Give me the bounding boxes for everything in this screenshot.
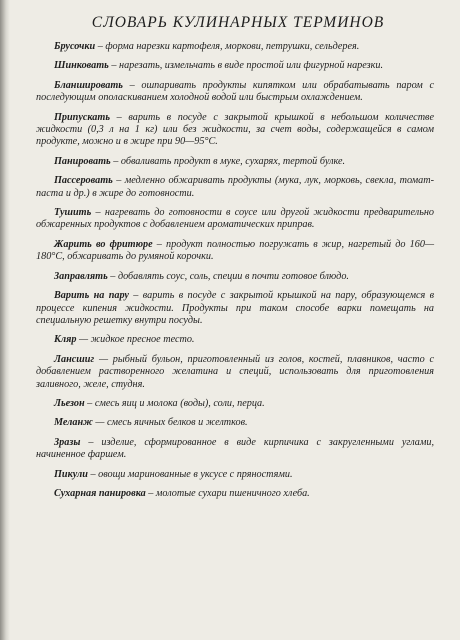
glossary-entry [36, 60, 434, 72]
glossary-entry [36, 41, 434, 53]
glossary-term: Варить на пару [54, 290, 129, 302]
glossary-definition: – нагревать до готовности в соусе или другой жидкости предварительно обжаренных продуктов с добавлением ароматических приправ. [36, 207, 434, 231]
glossary-definition: — смесь яичных белков и желтков. [95, 417, 248, 429]
glossary-entry [36, 354, 434, 391]
glossary-definition: — рыбный бульон, приготовленный из голов, костей, плавников, часто с добавлением растворенного желатина и специй, использовать для приготовления заливного, желе, студня. [36, 353, 434, 390]
glossary-term: Бланшировать [54, 79, 123, 91]
glossary-entry [36, 417, 434, 429]
glossary-term: Брусочки [54, 41, 96, 52]
glossary-definition: — жидкое пресное тесто. [79, 334, 195, 346]
glossary-definition: – нарезать, измельчать в виде простой или фигурной нарезки. [111, 60, 384, 72]
glossary-list [36, 41, 434, 500]
glossary-entry [36, 239, 434, 264]
glossary-term: Припускать [54, 111, 110, 123]
glossary-term: Зразы [54, 436, 81, 448]
glossary-term: Пикули [54, 468, 88, 480]
glossary-term: Кляр [54, 334, 77, 346]
glossary-definition: – овощи маринованные в уксусе с пряностями. [90, 468, 293, 480]
glossary-term: Шинковать [54, 60, 109, 72]
glossary-definition: – варить в посуде с закрытой крышкой в небольшом количестве жидкости (0,3 л на 1 кг) или без жидкости, за счет воды, содержащейся в самом продукте, можно и в жире при 90—95°С. [36, 111, 434, 148]
glossary-entry [36, 112, 434, 149]
glossary-entry [36, 469, 434, 481]
glossary-term: Панировать [54, 155, 111, 167]
glossary-term: Меланж [54, 417, 93, 429]
glossary-entry [36, 334, 434, 346]
page-title: СЛОВАРЬ КУЛИНАРНЫХ ТЕРМИНОВ [91, 14, 385, 31]
glossary-definition: – варить в посуде с закрытой крышкой на пару, образующемся в процессе кипения жидкости. Продукты при таком способе варки помещать на специальную решетку внутри посуды. [36, 290, 434, 326]
glossary-definition: – ошпаривать продукты кипятком или обрабатывать паром с последующим ополаскиванием холодной водой или быстрым охлаждением. [36, 79, 434, 104]
glossary-entry [36, 290, 434, 327]
glossary-entry [36, 437, 434, 462]
glossary-term: Лансшиг [54, 353, 95, 365]
glossary-entry [36, 80, 434, 105]
glossary-term: Тушить [54, 207, 92, 219]
glossary-entry [36, 156, 434, 168]
glossary-definition: – добавлять соус, соль, специи в почти готовое блюдо. [110, 270, 349, 282]
glossary-definition: – изделие, сформированное в виде кирпичика с закругленными углами, начиненное фаршем. [36, 436, 434, 461]
glossary-entry [36, 207, 434, 232]
glossary-term: Заправлять [54, 270, 108, 282]
glossary-entry [36, 488, 434, 500]
glossary-definition: – смесь яиц и молока (воды), соли, перца. [87, 397, 265, 409]
glossary-definition: – форма нарезки картофеля, моркови, петрушки, сельдерея. [97, 41, 360, 52]
glossary-entry [36, 271, 434, 283]
glossary-term: Пассеровать [54, 175, 113, 187]
glossary-definition: – обваливать продукт в муке, сухарях, тертой булке. [113, 155, 346, 167]
glossary-definition: – продукт полностью погружать в жир, нагретый до 160—180°С, обжаривать до румяной корочки. [36, 238, 435, 263]
glossary-term: Жарить во фритюре [54, 238, 153, 250]
glossary-term: Сухарная панировка [54, 487, 146, 499]
glossary-entry [36, 398, 434, 410]
glossary-definition: – медленно обжаривать продукты (мука, лук, морковь, свекла, томат-паста и др.) в жире до готовности. [36, 175, 434, 199]
glossary-entry [36, 175, 434, 200]
glossary-definition: – молотые сухари пшеничного хлеба. [148, 487, 310, 499]
glossary-term: Льезон [54, 397, 85, 409]
